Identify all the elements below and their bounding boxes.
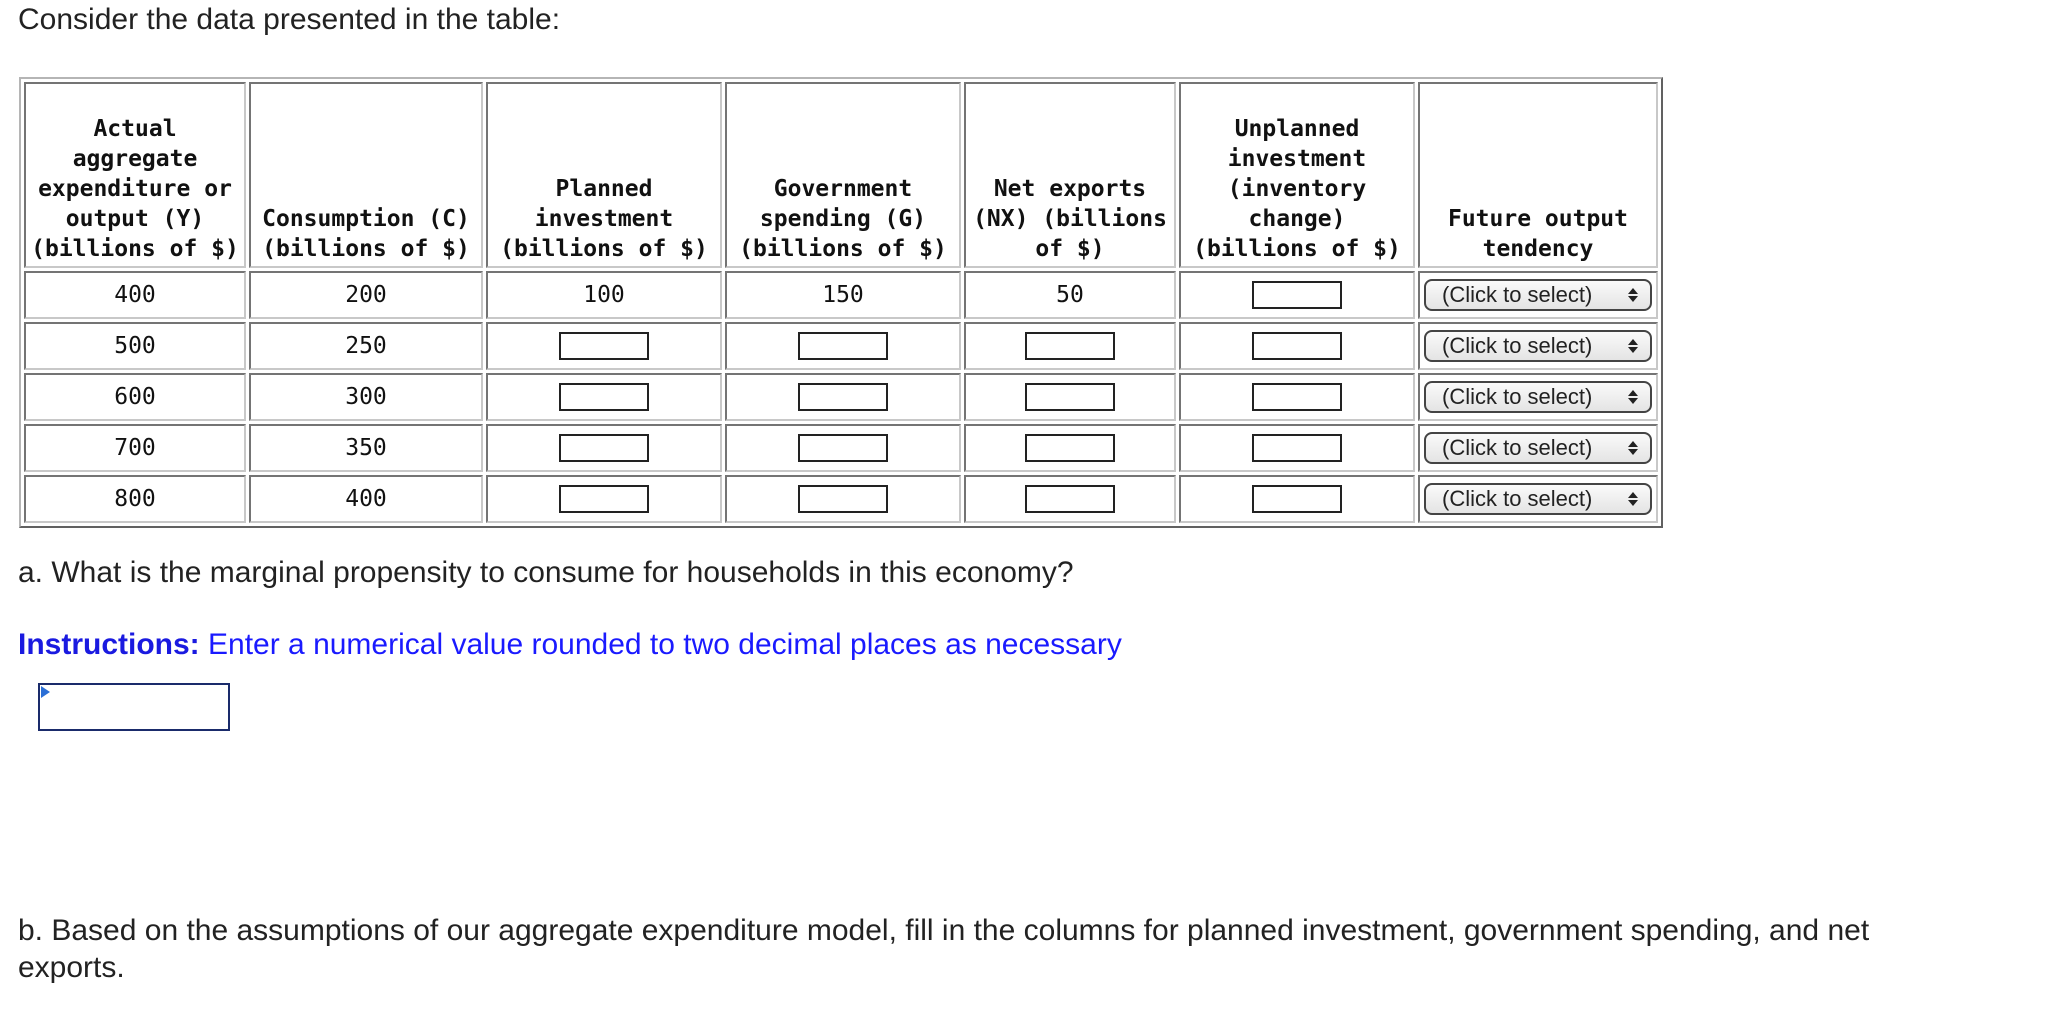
net-exports-input[interactable] (1025, 383, 1115, 411)
net-exports-input[interactable] (1025, 434, 1115, 462)
unplanned-investment-input[interactable] (1252, 332, 1342, 360)
cell-unplanned-investment (1179, 322, 1415, 370)
unplanned-investment-input[interactable] (1252, 434, 1342, 462)
cell-consumption: 300 (249, 373, 483, 421)
planned-investment-input[interactable] (559, 383, 649, 411)
future-output-select[interactable] (1424, 432, 1652, 464)
cell-government-spending (725, 322, 961, 370)
select-arrows-icon (1628, 441, 1638, 455)
expenditure-table (19, 77, 1663, 528)
cell-government-spending (725, 424, 961, 472)
future-output-select[interactable] (1424, 381, 1652, 413)
cell-net-exports (964, 322, 1176, 370)
header-planned-investment: Planned investment (billions of $) (486, 82, 722, 268)
cell-future-output (1418, 424, 1658, 472)
instructions-text: Enter a numerical value rounded to two decimal places as necessary (199, 628, 1122, 661)
cell-government-spending (725, 475, 961, 523)
header-net-exports: Net exports (NX) (billions of $) (964, 82, 1176, 268)
cell-planned-investment (486, 322, 722, 370)
question-a-text: a. What is the marginal propensity to consume for households in this economy? (18, 556, 1074, 589)
cell-future-output (1418, 373, 1658, 421)
header-unplanned-investment: Unplanned investment (inventory change) (billions of $) (1179, 82, 1415, 268)
cell-unplanned-investment (1179, 271, 1415, 319)
cell-net-exports: 50 (964, 271, 1176, 319)
input-marker-icon (41, 686, 50, 698)
cell-planned-investment (486, 373, 722, 421)
cell-government-spending: 150 (725, 271, 961, 319)
mpc-answer-input[interactable] (38, 683, 230, 731)
cell-output: 500 (24, 322, 246, 370)
select-label: (Click to select) (1442, 435, 1593, 460)
net-exports-input[interactable] (1025, 332, 1115, 360)
future-output-select[interactable] (1424, 279, 1652, 311)
cell-planned-investment (486, 424, 722, 472)
cell-unplanned-investment (1179, 475, 1415, 523)
instructions-label: Instructions: (18, 628, 200, 661)
table-row (24, 322, 1658, 370)
planned-investment-input[interactable] (559, 332, 649, 360)
select-arrows-icon (1628, 339, 1638, 353)
unplanned-investment-input[interactable] (1252, 281, 1342, 309)
cell-consumption: 250 (249, 322, 483, 370)
select-arrows-icon (1628, 288, 1638, 302)
select-label: (Click to select) (1442, 333, 1593, 358)
cell-future-output (1418, 322, 1658, 370)
future-output-select[interactable] (1424, 330, 1652, 362)
select-label: (Click to select) (1442, 384, 1593, 409)
table-row (24, 271, 1658, 319)
cell-output: 400 (24, 271, 246, 319)
planned-investment-input[interactable] (559, 485, 649, 513)
select-arrows-icon (1628, 492, 1638, 506)
cell-output: 700 (24, 424, 246, 472)
government-spending-input[interactable] (798, 332, 888, 360)
cell-future-output (1418, 475, 1658, 523)
table-row (24, 373, 1658, 421)
header-government-spending: Government spending (G) (billions of $) (725, 82, 961, 268)
net-exports-input[interactable] (1025, 485, 1115, 513)
cell-future-output (1418, 271, 1658, 319)
government-spending-input[interactable] (798, 383, 888, 411)
cell-planned-investment: 100 (486, 271, 722, 319)
select-label: (Click to select) (1442, 282, 1593, 307)
header-consumption: Consumption (C) (billions of $) (249, 82, 483, 268)
table-header-row (24, 82, 1658, 268)
cell-output: 800 (24, 475, 246, 523)
select-label: (Click to select) (1442, 486, 1593, 511)
select-arrows-icon (1628, 390, 1638, 404)
header-actual-output: Actual aggregate expenditure or output (Y) (billions of $) (24, 82, 246, 268)
table-row (24, 424, 1658, 472)
cell-unplanned-investment (1179, 373, 1415, 421)
cell-net-exports (964, 475, 1176, 523)
cell-government-spending (725, 373, 961, 421)
intro-text: Consider the data presented in the table: (18, 3, 561, 36)
cell-consumption: 200 (249, 271, 483, 319)
planned-investment-input[interactable] (559, 434, 649, 462)
question-b-text: b. Based on the assumptions of our aggregate expenditure model, fill in the columns for planned investment, government spending, and net exports. (18, 914, 1870, 984)
cell-net-exports (964, 424, 1176, 472)
instructions (18, 627, 1122, 663)
unplanned-investment-input[interactable] (1252, 383, 1342, 411)
cell-net-exports (964, 373, 1176, 421)
cell-consumption: 400 (249, 475, 483, 523)
cell-output: 600 (24, 373, 246, 421)
future-output-select[interactable] (1424, 483, 1652, 515)
cell-planned-investment (486, 475, 722, 523)
unplanned-investment-input[interactable] (1252, 485, 1342, 513)
cell-unplanned-investment (1179, 424, 1415, 472)
table-row (24, 475, 1658, 523)
cell-consumption: 350 (249, 424, 483, 472)
header-future-output-tendency: Future output tendency (1418, 82, 1658, 268)
government-spending-input[interactable] (798, 485, 888, 513)
government-spending-input[interactable] (798, 434, 888, 462)
